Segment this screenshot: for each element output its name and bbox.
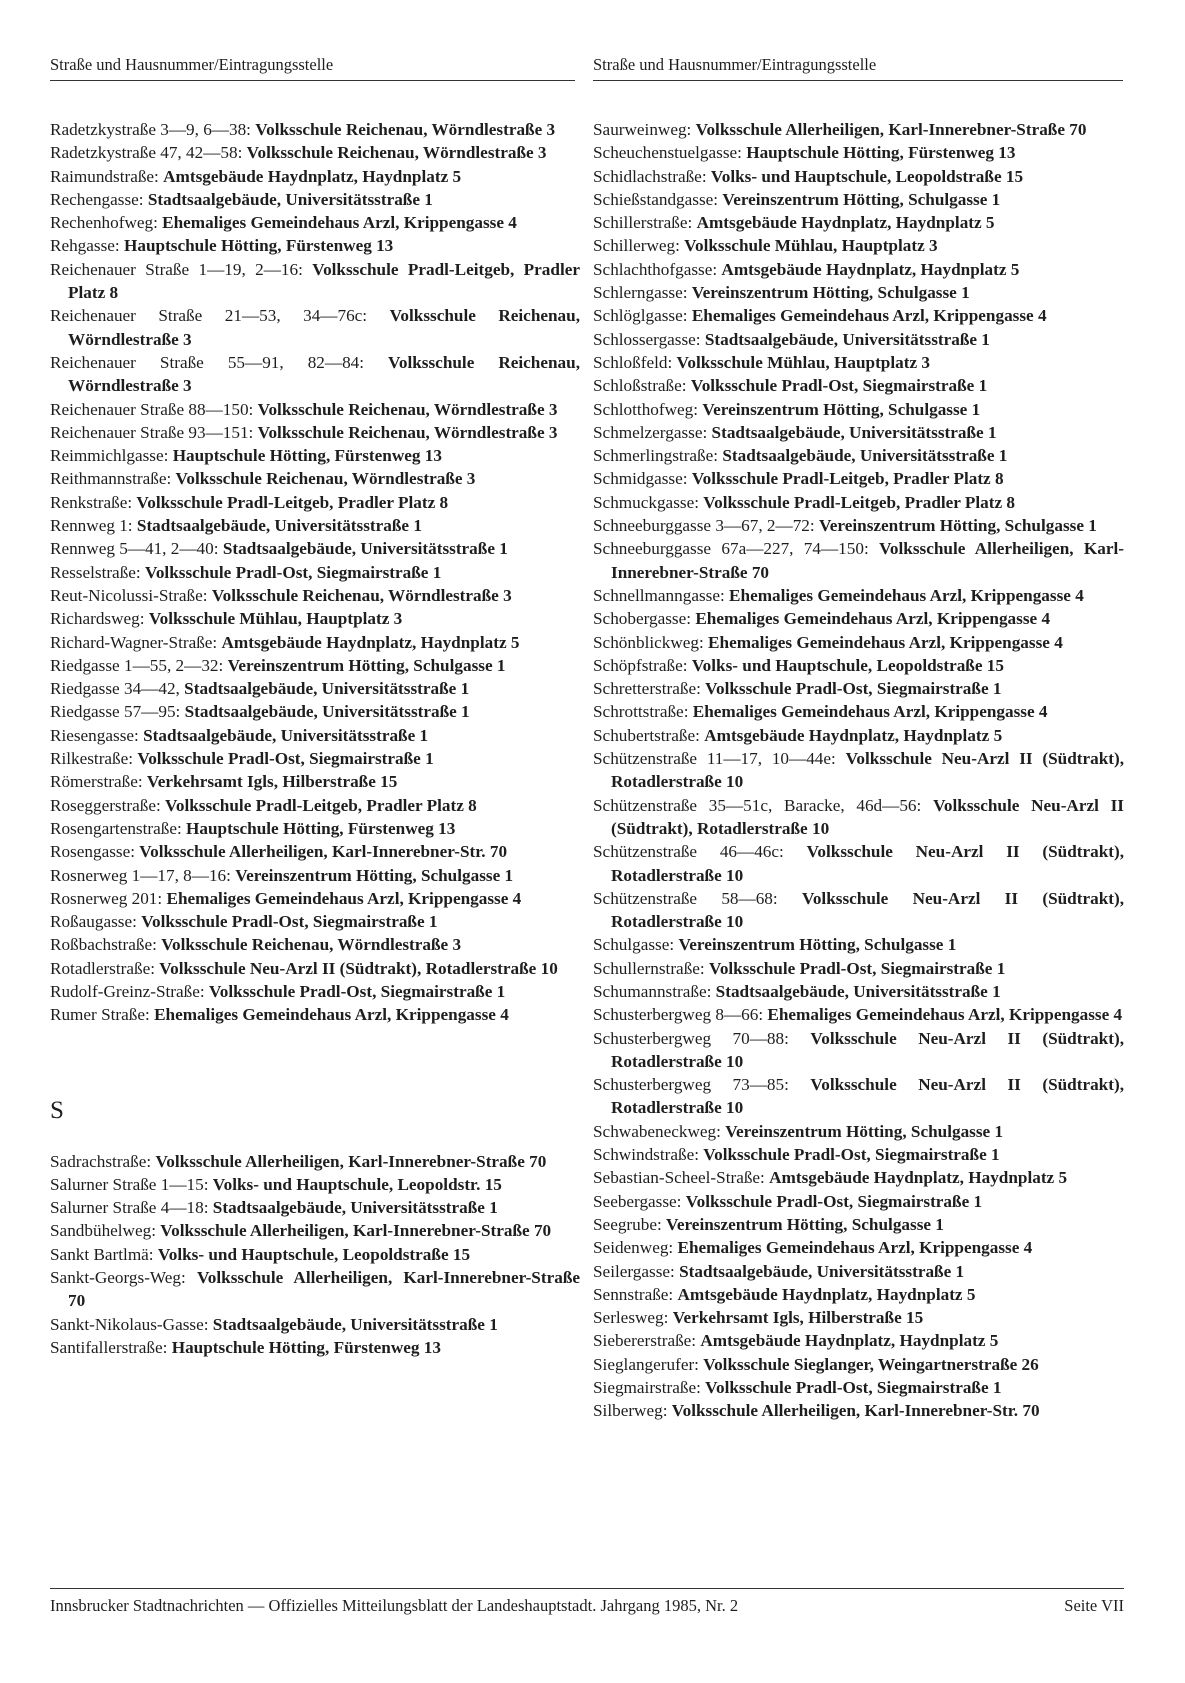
street-entry xyxy=(593,1027,1124,1074)
street-entry xyxy=(593,887,1124,934)
street-name: Schießstandgasse: xyxy=(593,189,719,209)
street-name: Schmerlingstraße: xyxy=(593,446,719,466)
polling-place: Volksschule Pradl-Leitgeb, Pradler Platz 8 xyxy=(165,795,477,815)
street-entry xyxy=(593,374,1124,397)
polling-place: Volksschule Allerheiligen, Karl-Innerebner-Str. 70 xyxy=(671,1401,1040,1421)
street-name: Rechengasse: xyxy=(50,189,144,209)
street-entry xyxy=(593,1329,1124,1352)
street-entry xyxy=(50,467,580,490)
street-name: Schlachthofgasse: xyxy=(593,259,718,279)
polling-place: Volksschule Pradl-Ost, Siegmairstraße 1 xyxy=(145,562,442,582)
street-entry xyxy=(593,491,1124,514)
street-entry xyxy=(593,1003,1124,1026)
street-name: Seidenweg: xyxy=(593,1238,674,1258)
street-entry xyxy=(593,607,1124,630)
polling-place: Ehemaliges Gemeindehaus Arzl, Krippengasse 4 xyxy=(708,632,1063,652)
polling-place: Ehemaliges Gemeindehaus Arzl, Krippengasse 4 xyxy=(692,702,1048,722)
polling-place: Verkehrsamt Igls, Hilberstraße 15 xyxy=(146,772,398,792)
polling-place: Volksschule Pradl-Ost, Siegmairstraße 1 xyxy=(137,749,434,769)
street-name: Rosengartenstraße: xyxy=(50,818,182,838)
street-name: Schumannstraße: xyxy=(593,981,712,1001)
street-name: Römerstraße: xyxy=(50,772,143,792)
street-name: Rehgasse: xyxy=(50,236,120,256)
polling-place: Volksschule Allerheiligen, Karl-Innerebner-Straße 70 xyxy=(68,1268,581,1311)
street-entry xyxy=(50,887,580,910)
polling-place: Volksschule Mühlau, Hauptplatz 3 xyxy=(148,609,403,629)
entry-list-r xyxy=(50,118,580,1027)
polling-place: Volks- und Hauptschule, Leopoldstraße 15 xyxy=(710,166,1024,186)
polling-place: Stadtsaalgebäude, Universitätsstraße 1 xyxy=(222,539,508,559)
street-entry xyxy=(50,840,580,863)
polling-place: Volksschule Pradl-Ost, Siegmairstraße 1 xyxy=(703,1145,1000,1165)
street-name: Schönblickweg: xyxy=(593,632,704,652)
page-number: Seite VII xyxy=(1064,1596,1124,1615)
column-header-right: Straße und Hausnummer/Eintragungsstelle xyxy=(593,50,1123,81)
polling-place: Stadtsaalgebäude, Universitätsstraße 1 xyxy=(184,679,470,699)
street-entry xyxy=(593,957,1124,980)
street-entry xyxy=(593,584,1124,607)
street-entry xyxy=(593,421,1124,444)
street-name: Rennweg 1: xyxy=(50,516,133,536)
street-entry xyxy=(50,491,580,514)
polling-place: Volksschule Reichenau, Wörndlestraße 3 xyxy=(257,422,558,442)
street-entry xyxy=(593,1236,1124,1259)
polling-place: Stadtsaalgebäude, Universitätsstraße 1 xyxy=(136,516,422,536)
street-name: Schretterstraße: xyxy=(593,679,701,699)
polling-place: Hauptschule Hötting, Fürstenweg 13 xyxy=(186,818,456,838)
street-entry xyxy=(593,444,1124,467)
street-name: Silberweg: xyxy=(593,1401,668,1421)
polling-place: Hauptschule Hötting, Fürstenweg 13 xyxy=(172,446,442,466)
street-name: Schloßstraße: xyxy=(593,376,687,396)
street-entry xyxy=(593,258,1124,281)
street-entry xyxy=(50,654,580,677)
street-entry xyxy=(593,514,1124,537)
street-entry xyxy=(593,1376,1124,1399)
street-name: Seegrube: xyxy=(593,1214,662,1234)
polling-place: Vereinszentrum Hötting, Schulgasse 1 xyxy=(235,865,514,885)
street-name: Rosengasse: xyxy=(50,842,135,862)
polling-place: Stadtsaalgebäude, Universitätsstraße 1 xyxy=(715,981,1001,1001)
street-entry xyxy=(593,794,1124,841)
street-entry xyxy=(50,444,580,467)
polling-place: Vereinszentrum Hötting, Schulgasse 1 xyxy=(702,399,981,419)
street-name: Siegmairstraße: xyxy=(593,1378,701,1398)
street-name: Rosnerweg 1—17, 8—16: xyxy=(50,865,231,885)
polling-place: Vereinszentrum Hötting, Schulgasse 1 xyxy=(666,1214,944,1234)
street-name: Reichenauer Straße 1—19, 2—16: xyxy=(50,259,303,279)
street-name: Santifallerstraße: xyxy=(50,1337,168,1357)
street-name: Schobergasse: xyxy=(593,609,692,629)
polling-place: Ehemaliges Gemeindehaus Arzl, Krippengasse 4 xyxy=(691,306,1047,326)
polling-place: Volksschule Allerheiligen, Karl-Innerebner-Straße 70 xyxy=(155,1151,547,1171)
street-entry xyxy=(50,607,580,630)
section-letter-s: S xyxy=(50,1096,64,1124)
polling-place: Stadtsaalgebäude, Universitätsstraße 1 xyxy=(722,446,1008,466)
polling-place: Vereinszentrum Hötting, Schulgasse 1 xyxy=(818,516,1097,536)
street-name: Schusterbergweg 8—66: xyxy=(593,1005,764,1025)
street-entry xyxy=(50,700,580,723)
street-entry xyxy=(50,1336,580,1359)
street-name: Riedgasse 34—42, xyxy=(50,679,180,699)
street-name: Salurner Straße 4—18: xyxy=(50,1198,209,1218)
street-entry xyxy=(593,1120,1124,1143)
street-entry xyxy=(593,351,1124,374)
street-name: Riedgasse 57—95: xyxy=(50,702,181,722)
street-entry xyxy=(593,1260,1124,1283)
polling-place: Volksschule Pradl-Ost, Siegmairstraße 1 xyxy=(141,912,438,932)
street-entry xyxy=(50,1003,580,1026)
street-name: Schützenstraße 46—46c: xyxy=(593,842,784,862)
polling-place: Volks- und Hauptschule, Leopoldstr. 15 xyxy=(212,1174,502,1194)
street-entry xyxy=(593,1166,1124,1189)
street-name: Resselstraße: xyxy=(50,562,141,582)
street-name: Schneeburggasse 3—67, 2—72: xyxy=(593,516,815,536)
street-entry xyxy=(50,1219,580,1242)
polling-place: Volks- und Hauptschule, Leopoldstraße 15 xyxy=(157,1244,471,1264)
street-name: Schubertstraße: xyxy=(593,725,700,745)
street-entry xyxy=(50,1196,580,1219)
street-name: Richard-Wagner-Straße: xyxy=(50,632,218,652)
polling-place: Ehemaliges Gemeindehaus Arzl, Krippengasse 4 xyxy=(695,609,1051,629)
street-entry xyxy=(593,1283,1124,1306)
polling-place: Amtsgebäude Haydnplatz, Haydnplatz 5 xyxy=(769,1168,1068,1188)
street-name: Reut-Nicolussi-Straße: xyxy=(50,585,208,605)
polling-place: Volksschule Reichenau, Wörndlestraße 3 xyxy=(211,585,512,605)
street-entry xyxy=(50,1243,580,1266)
street-entry xyxy=(50,817,580,840)
street-entry xyxy=(593,654,1124,677)
street-name: Roßaugasse: xyxy=(50,912,137,932)
polling-place: Vereinszentrum Hötting, Schulgasse 1 xyxy=(678,935,957,955)
street-name: Schwabeneckweg: xyxy=(593,1121,721,1141)
street-entry xyxy=(50,631,580,654)
street-name: Schrottstraße: xyxy=(593,702,689,722)
street-entry xyxy=(50,304,580,351)
street-entry xyxy=(593,328,1124,351)
street-entry xyxy=(593,677,1124,700)
street-name: Roseggerstraße: xyxy=(50,795,161,815)
street-name: Richardsweg: xyxy=(50,609,145,629)
polling-place: Volksschule Reichenau, Wörndlestraße 3 xyxy=(161,935,462,955)
street-name: Radetzkystraße 3—9, 6—38: xyxy=(50,120,251,139)
street-name: Schlossergasse: xyxy=(593,329,701,349)
polling-place: Amtsgebäude Haydnplatz, Haydnplatz 5 xyxy=(696,213,995,233)
street-entry xyxy=(50,770,580,793)
street-name: Salurner Straße 1—15: xyxy=(50,1174,209,1194)
street-entry xyxy=(50,398,580,421)
street-entry xyxy=(593,1073,1124,1120)
street-name: Reimmichlgasse: xyxy=(50,446,169,466)
polling-place: Volksschule Neu-Arzl II (Südtrakt), Rotadlerstraße 10 xyxy=(611,1075,1124,1118)
street-entry xyxy=(50,188,580,211)
street-name: Seilergasse: xyxy=(593,1261,675,1281)
street-entry xyxy=(593,724,1124,747)
street-entry xyxy=(593,234,1124,257)
publication-line: Innsbrucker Stadtnachrichten — Offizielles Mitteilungsblatt der Landeshauptstadt. Jahrgang 1985, Nr. 2 xyxy=(50,1596,739,1615)
street-entry xyxy=(593,1143,1124,1166)
polling-place: Volksschule Pradl-Ost, Siegmairstraße 1 xyxy=(208,981,506,1001)
street-entry xyxy=(50,537,580,560)
street-entry xyxy=(593,840,1124,887)
polling-place: Volksschule Pradl-Leitgeb, Pradler Platz 8 xyxy=(703,492,1016,512)
street-name: Schusterbergweg 70—88: xyxy=(593,1028,789,1048)
street-name: Schlotthofweg: xyxy=(593,399,699,419)
street-name: Rudolf-Greinz-Straße: xyxy=(50,981,205,1001)
polling-place: Vereinszentrum Hötting, Schulgasse 1 xyxy=(722,189,1001,209)
street-entry xyxy=(50,1173,580,1196)
street-name: Renkstraße: xyxy=(50,492,133,512)
street-name: Raimundstraße: xyxy=(50,166,159,186)
polling-place: Stadtsaalgebäude, Universitätsstraße 1 xyxy=(679,1261,965,1281)
polling-place: Stadtsaalgebäude, Universitätsstraße 1 xyxy=(212,1198,498,1218)
street-name: Schlöglgasse: xyxy=(593,306,688,326)
polling-place: Volksschule Pradl-Leitgeb, Pradler Platz 8 xyxy=(136,492,449,512)
polling-place: Volksschule Neu-Arzl II (Südtrakt), Rotadlerstraße 10 xyxy=(159,958,558,978)
street-name: Rotadlerstraße: xyxy=(50,958,155,978)
street-name: Radetzkystraße 47, 42—58: xyxy=(50,143,243,163)
street-entry xyxy=(50,514,580,537)
street-entry xyxy=(50,1266,580,1313)
polling-place: Ehemaliges Gemeindehaus Arzl, Krippengasse 4 xyxy=(166,888,522,908)
polling-place: Ehemaliges Gemeindehaus Arzl, Krippengasse 4 xyxy=(154,1005,509,1025)
street-name: Schützenstraße 11—17, 10—44e: xyxy=(593,749,836,769)
street-name: Sankt Bartlmä: xyxy=(50,1244,154,1264)
street-entry xyxy=(593,1399,1124,1422)
street-name: Schmuckgasse: xyxy=(593,492,699,512)
polling-place: Volksschule Allerheiligen, Karl-Innerebner-Str. 70 xyxy=(139,842,508,862)
street-entry xyxy=(50,794,580,817)
polling-place: Volksschule Neu-Arzl II (Südtrakt), Rotadlerstraße 10 xyxy=(611,842,1124,885)
street-name: Reichenauer Straße 93—151: xyxy=(50,422,254,442)
polling-place: Volksschule Neu-Arzl II (Südtrakt), Rotadlerstraße 10 xyxy=(611,888,1124,932)
polling-place: Volksschule Pradl-Ost, Siegmairstraße 1 xyxy=(705,1378,1002,1398)
street-entry xyxy=(593,537,1124,584)
street-name: Schöpfstraße: xyxy=(593,655,688,675)
street-name: Schusterbergweg 73—85: xyxy=(593,1075,789,1095)
polling-place: Ehemaliges Gemeindehaus Arzl, Krippengasse 4 xyxy=(729,585,1084,605)
street-entry xyxy=(50,677,580,700)
polling-place: Volksschule Reichenau, Wörndlestraße 3 xyxy=(175,469,476,489)
polling-place: Hauptschule Hötting, Fürstenweg 13 xyxy=(124,236,394,256)
street-entry xyxy=(50,1150,580,1173)
polling-place: Stadtsaalgebäude, Universitätsstraße 1 xyxy=(212,1314,498,1334)
street-name: Sebastian-Scheel-Straße: xyxy=(593,1168,765,1188)
street-name: Roßbachstraße: xyxy=(50,935,157,955)
street-name: Siebererstraße: xyxy=(593,1331,697,1351)
street-name: Schmelzergasse: xyxy=(593,422,708,442)
street-name: Reichenauer Straße 21—53, 34—76c: xyxy=(50,306,368,326)
street-entry xyxy=(593,211,1124,234)
street-entry xyxy=(50,864,580,887)
street-name: Reichenauer Straße 55—91, 82—84: xyxy=(50,352,365,372)
polling-place: Vereinszentrum Hötting, Schulgasse 1 xyxy=(227,655,506,675)
polling-place: Volksschule Mühlau, Hauptplatz 3 xyxy=(684,236,938,256)
street-entry xyxy=(50,980,580,1003)
street-name: Rumer Straße: xyxy=(50,1005,150,1025)
polling-place: Volksschule Pradl-Ost, Siegmairstraße 1 xyxy=(708,958,1006,978)
polling-place: Amtsgebäude Haydnplatz, Haydnplatz 5 xyxy=(700,1331,999,1351)
polling-place: Stadtsaalgebäude, Universitätsstraße 1 xyxy=(143,725,429,745)
left-column xyxy=(50,118,580,1359)
polling-place: Hauptschule Hötting, Fürstenweg 13 xyxy=(746,143,1016,163)
street-name: Rennweg 5—41, 2—40: xyxy=(50,539,219,559)
polling-place: Volksschule Pradl-Ost, Siegmairstraße 1 xyxy=(705,679,1002,699)
street-name: Sandbühelweg: xyxy=(50,1221,156,1241)
street-entry xyxy=(593,933,1124,956)
street-entry xyxy=(50,118,580,141)
polling-place: Volksschule Allerheiligen, Karl-Innerebner-Straße 70 xyxy=(160,1221,552,1241)
street-entry xyxy=(593,1213,1124,1236)
street-entry xyxy=(50,165,580,188)
street-name: Serlesweg: xyxy=(593,1308,669,1328)
street-entry xyxy=(593,1190,1124,1213)
street-entry xyxy=(593,281,1124,304)
polling-place: Volksschule Mühlau, Hauptplatz 3 xyxy=(676,352,930,372)
street-entry xyxy=(593,188,1124,211)
street-entry xyxy=(593,980,1124,1003)
polling-place: Vereinszentrum Hötting, Schulgasse 1 xyxy=(725,1121,1004,1141)
polling-place: Volksschule Reichenau, Wörndlestraße 3 xyxy=(257,399,558,419)
polling-place: Stadtsaalgebäude, Universitätsstraße 1 xyxy=(184,702,470,722)
polling-place: Hauptschule Hötting, Fürstenweg 13 xyxy=(171,1337,441,1357)
street-name: Schillerstraße: xyxy=(593,213,693,233)
street-entry xyxy=(50,351,580,398)
polling-place: Amtsgebäude Haydnplatz, Haydnplatz 5 xyxy=(677,1284,976,1304)
street-name: Schlerngasse: xyxy=(593,283,688,303)
street-entry xyxy=(50,561,580,584)
street-entry xyxy=(50,910,580,933)
street-entry xyxy=(50,747,580,770)
street-entry xyxy=(593,1353,1124,1376)
right-column xyxy=(593,118,1124,1423)
street-entry xyxy=(593,467,1124,490)
street-name: Reichenauer Straße 88—150: xyxy=(50,399,254,419)
polling-place: Amtsgebäude Haydnplatz, Haydnplatz 5 xyxy=(163,166,462,186)
street-name: Schützenstraße 58—68: xyxy=(593,888,778,908)
polling-place: Volksschule Neu-Arzl II (Südtrakt), Rotadlerstraße 10 xyxy=(611,795,1124,838)
street-entry xyxy=(50,141,580,164)
street-name: Schützenstraße 35—51c, Baracke, 46d—56: xyxy=(593,795,922,815)
street-entry xyxy=(50,724,580,747)
street-entry xyxy=(50,584,580,607)
street-name: Schwindstraße: xyxy=(593,1145,699,1165)
street-name: Riedgasse 1—55, 2—32: xyxy=(50,655,224,675)
polling-place: Volksschule Sieglanger, Weingartnerstraße 26 xyxy=(703,1354,1039,1374)
street-name: Schidlachstraße: xyxy=(593,166,707,186)
polling-place: Verkehrsamt Igls, Hilberstraße 15 xyxy=(672,1308,924,1328)
polling-place: Ehemaliges Gemeindehaus Arzl, Krippengasse 4 xyxy=(162,213,517,233)
street-name: Sadrachstraße: xyxy=(50,1151,152,1171)
street-entry xyxy=(593,141,1124,164)
polling-place: Volksschule Neu-Arzl II (Südtrakt), Rotadlerstraße 10 xyxy=(611,749,1124,792)
polling-place: Volksschule Pradl-Leitgeb, Pradler Platz 8 xyxy=(68,259,580,303)
street-entry xyxy=(593,398,1124,421)
polling-place: Amtsgebäude Haydnplatz, Haydnplatz 5 xyxy=(721,259,1020,279)
street-entry xyxy=(50,421,580,444)
column-header-left: Straße und Hausnummer/Eintragungsstelle xyxy=(50,50,575,81)
polling-place: Ehemaliges Gemeindehaus Arzl, Krippengasse 4 xyxy=(767,1005,1123,1025)
street-name: Scheuchenstuelgasse: xyxy=(593,143,742,163)
street-name: Sankt-Georgs-Weg: xyxy=(50,1268,186,1288)
polling-place: Volksschule Pradl-Ost, Siegmairstraße 1 xyxy=(685,1191,983,1211)
page-footer xyxy=(50,1588,1124,1617)
polling-place: Volksschule Reichenau, Wörndlestraße 3 xyxy=(68,352,580,396)
street-name: Schneeburggasse 67a—227, 74—150: xyxy=(593,539,869,559)
polling-place: Vereinszentrum Hötting, Schulgasse 1 xyxy=(691,283,970,303)
street-name: Schmidgasse: xyxy=(593,469,688,489)
street-name: Rilkestraße: xyxy=(50,749,134,769)
street-entry xyxy=(50,1313,580,1336)
polling-place: Volksschule Pradl-Ost, Siegmairstraße 1 xyxy=(690,376,988,396)
street-entry xyxy=(50,258,580,305)
polling-place: Volksschule Reichenau, Wörndlestraße 3 xyxy=(255,120,556,139)
polling-place: Stadtsaalgebäude, Universitätsstraße 1 xyxy=(704,329,990,349)
street-name: Rechenhofweg: xyxy=(50,213,158,233)
street-name: Schullernstraße: xyxy=(593,958,705,978)
street-entry xyxy=(593,304,1124,327)
polling-place: Volksschule Neu-Arzl II (Südtrakt), Rotadlerstraße 10 xyxy=(611,1028,1124,1071)
polling-place: Volksschule Allerheiligen, Karl-Innerebner-Straße 70 xyxy=(695,120,1087,139)
polling-place: Volksschule Allerheiligen, Karl-Innerebner-Straße 70 xyxy=(611,539,1125,582)
entry-list-s-left xyxy=(50,1150,580,1360)
street-name: Schulgasse: xyxy=(593,935,675,955)
street-name: Saurweinweg: xyxy=(593,120,692,139)
street-entry xyxy=(593,700,1124,723)
street-entry xyxy=(50,957,580,980)
polling-place: Volks- und Hauptschule, Leopoldstraße 15 xyxy=(691,655,1004,675)
polling-place: Stadtsaalgebäude, Universitätsstraße 1 xyxy=(711,422,997,442)
street-name: Schnellmanngasse: xyxy=(593,585,725,605)
street-entry xyxy=(593,118,1124,141)
street-name: Rosnerweg 201: xyxy=(50,888,163,908)
street-entry xyxy=(593,747,1124,794)
street-name: Schloßfeld: xyxy=(593,352,673,372)
street-entry xyxy=(593,1306,1124,1329)
street-name: Seebergasse: xyxy=(593,1191,682,1211)
polling-place: Amtsgebäude Haydnplatz, Haydnplatz 5 xyxy=(704,725,1003,745)
polling-place: Volksschule Reichenau, Wörndlestraße 3 xyxy=(68,306,581,349)
street-name: Reithmannstraße: xyxy=(50,469,172,489)
street-entry xyxy=(593,165,1124,188)
street-name: Sennstraße: xyxy=(593,1284,674,1304)
polling-place: Volksschule Reichenau, Wörndlestraße 3 xyxy=(246,143,547,163)
street-entry xyxy=(593,631,1124,654)
polling-place: Ehemaliges Gemeindehaus Arzl, Krippengasse 4 xyxy=(677,1238,1033,1258)
street-entry xyxy=(50,234,580,257)
polling-place: Stadtsaalgebäude, Universitätsstraße 1 xyxy=(147,189,433,209)
street-name: Schillerweg: xyxy=(593,236,680,256)
polling-place: Volksschule Pradl-Leitgeb, Pradler Platz 8 xyxy=(691,469,1004,489)
entry-list-s-right xyxy=(593,118,1124,1423)
street-name: Sieglangerufer: xyxy=(593,1354,699,1374)
street-entry xyxy=(50,933,580,956)
polling-place: Amtsgebäude Haydnplatz, Haydnplatz 5 xyxy=(221,632,520,652)
street-name: Sankt-Nikolaus-Gasse: xyxy=(50,1314,209,1334)
street-entry xyxy=(50,211,580,234)
street-name: Riesengasse: xyxy=(50,725,139,745)
